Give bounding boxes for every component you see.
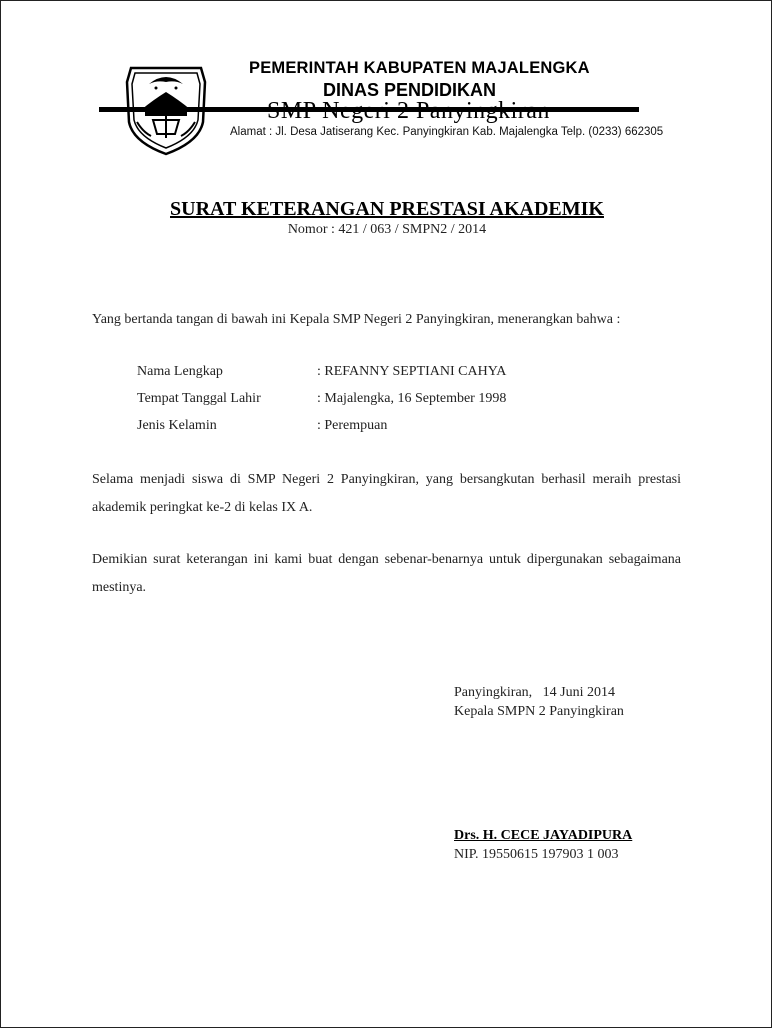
field-value-name: : REFANNY SEPTIANI CAHYA — [317, 364, 507, 379]
achievement-paragraph: Selama menjadi siswa di SMP Negeri 2 Panyingkiran, yang bersangkutan berhasil meraih prestasi akademik peringkat ke-2 di kelas IX A. — [92, 472, 681, 515]
signatory-name: Drs. H. CECE JAYADIPURA — [454, 828, 633, 843]
field-label-birth: Tempat Tanggal Lahir — [137, 391, 261, 406]
field-value-birth: : Majalengka, 16 September 1998 — [317, 391, 507, 406]
letterhead-department: DINAS PENDIDIKAN — [323, 80, 497, 100]
signature-place-date: Panyingkiran, 14 Juni 2014 — [454, 685, 615, 700]
field-value-gender: : Perempuan — [317, 418, 388, 433]
document-number: Nomor : 421 / 063 / SMPN2 / 2014 — [287, 222, 487, 237]
document-title: SURAT KETERANGAN PRESTASI AKADEMIK — [170, 198, 604, 220]
field-label-gender: Jenis Kelamin — [137, 418, 217, 433]
signatory-nip: NIP. 19550615 197903 1 003 — [454, 847, 619, 862]
letterhead-address: Alamat : Jl. Desa Jatiserang Kec. Panyingkiran Kab. Majalengka Telp. (0233) 662305 — [230, 126, 664, 138]
letterhead-government: PEMERINTAH KABUPATEN MAJALENGKA — [249, 59, 590, 77]
letterhead-rule — [99, 107, 639, 112]
intro-text: Yang bertanda tangan di bawah ini Kepala SMP Negeri 2 Panyingkiran, menerangkan bahwa : — [92, 312, 621, 327]
closing-paragraph: Demikian surat keterangan ini kami buat dengan sebenar-benarnya untuk dipergunakan sebagaimana mestinya. — [92, 552, 681, 595]
signature-position: Kepala SMPN 2 Panyingkiran — [454, 704, 624, 719]
field-label-name: Nama Lengkap — [137, 364, 223, 379]
